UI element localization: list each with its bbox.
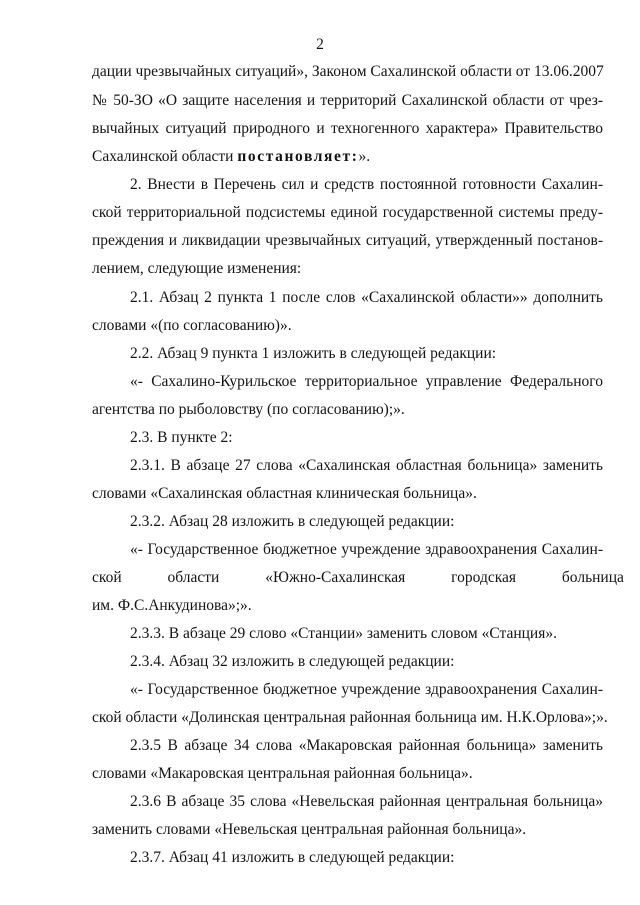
- text-line: 2.1. Абзац 2 пункта 1 после слов «Сахалинской области»» дополнить: [130, 289, 603, 306]
- text-line: «- Государственное бюджетное учреждение здравоохранения Сахалин-: [130, 681, 603, 698]
- text-line: «- Государственное бюджетное учреждение здравоохранения Сахалин-: [130, 541, 603, 558]
- text-line: им. Ф.С.Анкудинова»;».: [92, 597, 252, 614]
- text-line: дации чрезвычайных ситуаций», Законом Сахалинской области от 13.06.2007: [92, 63, 604, 80]
- text-line: 2. Внести в Перечень сил и средств постоянной готовности Сахалин-: [130, 176, 603, 193]
- text-line: словами «Макаровская центральная районная больница».: [92, 765, 473, 782]
- text-line: ской области «Южно-Сахалинская городская больница: [92, 569, 624, 586]
- text-line: 2.3.4. Абзац 32 изложить в следующей редакции:: [130, 653, 455, 670]
- text-line: лением, следующие изменения:: [92, 260, 302, 277]
- text-line: словами «Сахалинская областная клиническая больница».: [92, 485, 477, 502]
- text-line: 2.3.7. Абзац 41 изложить в следующей редакции:: [130, 849, 455, 866]
- text-line: преждения и ликвидации чрезвычайных ситуаций, утвержденный постанов-: [92, 232, 603, 249]
- text-segment: Сахалинской области: [92, 148, 238, 165]
- text-line: заменить словами «Невельская центральная районная больница».: [92, 821, 527, 838]
- text-line: 2.3. В пункте 2:: [130, 429, 233, 446]
- text-line: вычайных ситуаций природного и техногенного характера» Правительство: [92, 120, 603, 137]
- text-line: 2.3.1. В абзаце 27 слова «Сахалинская областная больница» заменить: [130, 457, 603, 474]
- text-line: 2.2. Абзац 9 пункта 1 изложить в следующей редакции:: [130, 345, 497, 362]
- text-line: 2.3.2. Абзац 28 изложить в следующей редакции:: [130, 513, 455, 530]
- text-line: № 50-ЗО «О защите населения и территорий Сахалинской области от чрез-: [92, 92, 603, 109]
- text-line: агентства по рыболовству (по согласованию);».: [92, 401, 405, 418]
- text-line: ской территориальной подсистемы единой государственной системы преду-: [92, 204, 603, 221]
- text-line: словами «(по согласованию)».: [92, 317, 292, 334]
- page-number: 2: [316, 36, 324, 53]
- emphasized-word: постановляет:: [237, 148, 359, 165]
- text-segment: ».: [358, 148, 371, 165]
- text-line: 2.3.3. В абзаце 29 слово «Станции» заменить словом «Станция».: [130, 625, 557, 642]
- resolution-line: [92, 147, 603, 167]
- text-line: 2.3.6 В абзаце 35 слова «Невельская районная центральная больница»: [130, 793, 603, 810]
- text-line: ской области «Долинская центральная районная больница им. Н.К.Орлова»;».: [92, 709, 608, 726]
- text-line: 2.3.5 В абзаце 34 слова «Макаровская районная больница» заменить: [130, 737, 603, 754]
- text-line: «- Сахалино-Курильское территориальное управление Федерального: [130, 373, 603, 390]
